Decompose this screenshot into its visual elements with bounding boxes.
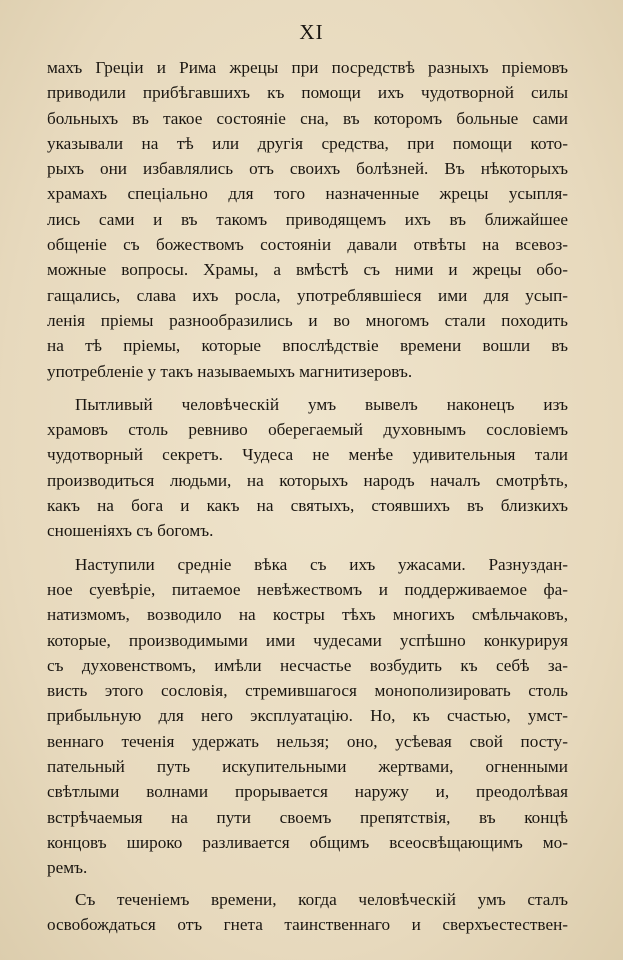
text-line: съ духовенствомъ, имѣли несчастье возбудить къ себѣ за- bbox=[47, 655, 568, 675]
text-line: Наступили средніе вѣка съ ихъ ужасами. Разнуздан- bbox=[75, 554, 568, 574]
text-line: сношеніяхъ съ богомъ. bbox=[47, 521, 214, 541]
text-line: гащались, слава ихъ росла, употреблявшіеся ими для усып- bbox=[47, 285, 568, 305]
text-line: освобождаться отъ гнета таинственнаго и сверхъестествен- bbox=[47, 914, 568, 934]
paragraph bbox=[47, 392, 568, 544]
text-line: натизмомъ, возводило на костры тѣхъ многихъ смѣльчаковъ, bbox=[47, 605, 568, 625]
text-line: какъ на бога и какъ на святыхъ, стоявшихъ въ близкихъ bbox=[47, 496, 568, 516]
text-line: свѣтлыми волнами прорывается наружу и, преодолѣвая bbox=[47, 782, 568, 802]
text-line: общеніе съ божествомъ состояніи давали отвѣты на всевоз- bbox=[47, 235, 568, 255]
text-line: пательный путь искупительными жертвами, огненными bbox=[47, 757, 568, 777]
text-line: рыхъ они избавлялись отъ своихъ болѣзней. Въ нѣкоторыхъ bbox=[47, 159, 568, 179]
text-line: висть этого сословія, стремившагося монополизировать столь bbox=[47, 681, 568, 701]
paragraph bbox=[47, 55, 568, 384]
page-number: XI bbox=[299, 20, 324, 44]
text-line: больныхъ въ такое состояніе сна, въ которомъ больные сами bbox=[47, 108, 568, 128]
paragraph bbox=[47, 887, 568, 938]
text-line: приводили прибѣгавшихъ къ помощи ихъ чудотворной силы bbox=[47, 83, 568, 103]
text-line: чудотворный секретъ. Чудеса не менѣе удивительныя тали bbox=[47, 445, 568, 465]
text-line: которые, производимыми ими чудесами успѣшно конкурируя bbox=[47, 630, 568, 650]
text-line: ное суевѣріе, питаемое невѣжествомъ и поддерживаемое фа- bbox=[47, 579, 568, 599]
paragraph bbox=[47, 552, 568, 881]
text-line: прибыльную для него эксплуатацію. Но, къ счастью, умст- bbox=[47, 706, 568, 726]
text-line: употребленіе у такъ называемыхъ магнитизеровъ. bbox=[47, 361, 413, 381]
text-line: ленія пріемы разнообразились и во многомъ стали походить bbox=[47, 310, 568, 330]
text-line: веннаго теченія удержать нельзя; оно, усѣевая свой посту- bbox=[47, 731, 568, 751]
body-text bbox=[47, 55, 568, 937]
text-line: Пытливый человѣческій умъ вывелъ наконецъ изъ bbox=[75, 394, 568, 414]
text-line: концовъ широко разливается общимъ всеосвѣщающимъ мо- bbox=[47, 832, 568, 852]
text-line: махъ Греціи и Рима жрецы при посредствѣ разныхъ пріемовъ bbox=[47, 58, 568, 77]
text-line: Съ теченіемъ времени, когда человѣческій умъ сталъ bbox=[75, 889, 568, 909]
text-line: указывали на тѣ или другія средства, при помощи кото- bbox=[47, 133, 568, 153]
text-line: храмовъ столь ревниво оберегаемый духовнымъ сословіемъ bbox=[47, 420, 568, 440]
text-line: храмахъ спеціально для того назначенные жрецы усыпля- bbox=[47, 184, 568, 204]
text-line: лись сами и въ такомъ приводящемъ ихъ въ ближайшее bbox=[47, 209, 568, 229]
text-line: встрѣчаемыя на пути своемъ препятствія, въ концѣ bbox=[47, 807, 568, 827]
text-line: ремъ. bbox=[47, 858, 88, 878]
text-line: производиться людьми, на которыхъ народъ началъ смотрѣть, bbox=[47, 470, 568, 490]
text-line: можные вопросы. Храмы, а вмѣстѣ съ ними и жрецы обо- bbox=[47, 260, 568, 280]
text-line: на тѣ пріемы, которые впослѣдствіе времени вошли въ bbox=[47, 336, 568, 356]
